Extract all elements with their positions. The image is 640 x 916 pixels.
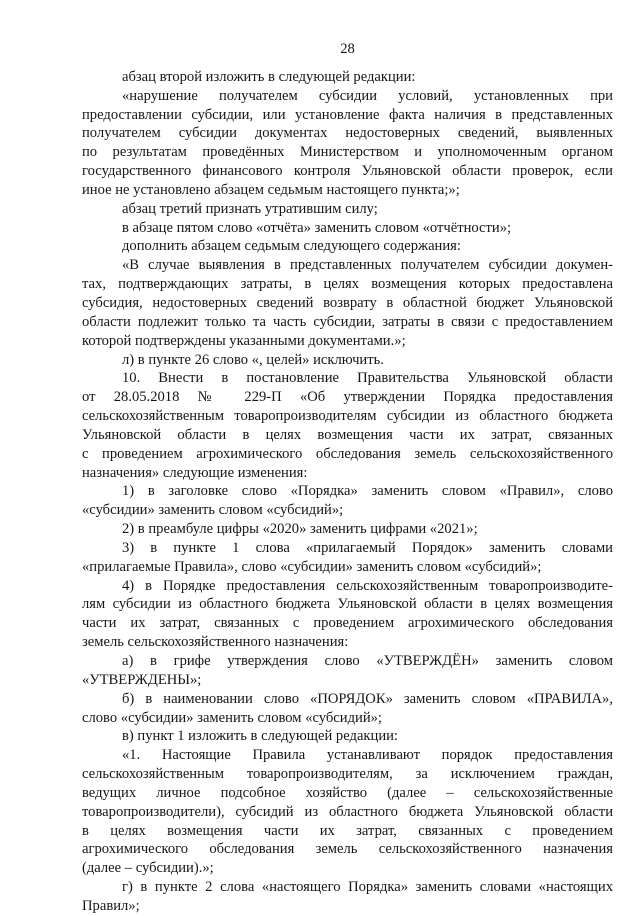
text-line: в абзаце пятом слово «отчёта» заменить словом «отчётности»; bbox=[122, 219, 512, 236]
text-line: иное не установлено абзацем седьмым настоящего пункта;»; bbox=[82, 181, 460, 198]
text-line: 2) в преамбуле цифры «2020» заменить цифрами «2021»; bbox=[122, 521, 478, 538]
text-line: тах, подтверждающих затраты, в целях возмещения которых предоставлена bbox=[82, 276, 613, 293]
text-line: предоставлении субсидии, или установление факта наличия в представленных bbox=[82, 106, 613, 123]
text-line: абзац второй изложить в следующей редакции: bbox=[122, 68, 416, 85]
text-line: Ульяновской области в целях возмещения части их затрат, связанных bbox=[82, 426, 613, 443]
text-line: назначения» следующие изменения: bbox=[82, 464, 308, 481]
text-line: товаропроизводители), субсидий из областного бюджета Ульяновской области bbox=[82, 803, 613, 820]
text-line: государственного финансового контроля Ульяновской области проверок, если bbox=[82, 163, 613, 180]
text-line: земель сельскохозяйственного назначения: bbox=[82, 634, 349, 651]
text-line: л) в пункте 26 слово «, целей» исключить. bbox=[122, 351, 384, 368]
text-line: части их затрат, связанных с проведением агрохимического обследования bbox=[82, 615, 613, 632]
text-line: «нарушение получателем субсидии условий, установленных при bbox=[122, 87, 613, 104]
text-line: ведущих личное подсобное хозяйство (далее – сельскохозяйственные bbox=[82, 784, 613, 801]
text-line: г) в пункте 2 слова «настоящего Порядка» заменить словами «настоящих bbox=[122, 879, 613, 896]
text-line: в) пункт 1 изложить в следующей редакции: bbox=[122, 728, 398, 745]
text-line: с проведением агрохимического обследования земель сельскохозяйственного bbox=[82, 445, 613, 462]
text-line: дополнить абзацем седьмым следующего содержания: bbox=[122, 238, 461, 255]
text-line: субсидия, недостоверных сведений возврату в областной бюджет Ульяновской bbox=[82, 294, 613, 311]
text-line: в целях возмещения части их затрат, связанных с проведением bbox=[82, 822, 613, 839]
text-line: слово «субсидии» заменить словом «субсидий»; bbox=[82, 709, 382, 726]
text-line: 1) в заголовке слово «Порядка» заменить словом «Правил», слово bbox=[122, 483, 613, 500]
text-line: 10. Внести в постановление Правительства Ульяновской области bbox=[122, 370, 613, 387]
text-line: лям субсидии из областного бюджета Ульяновской области в целях возмещения bbox=[82, 596, 613, 613]
text-line: а) в грифе утверждения слово «УТВЕРЖДЁН» заменить словом bbox=[122, 653, 613, 669]
text-line: агрохимического обследования земель сельскохозяйственного назначения bbox=[82, 841, 613, 858]
document-body bbox=[82, 68, 613, 916]
text-line: «прилагаемые Правила», слово «субсидии» заменить словом «субсидий»; bbox=[82, 558, 542, 575]
text-line: б) в наименовании слово «ПОРЯДОК» заменить словом «ПРАВИЛА», bbox=[122, 690, 613, 707]
text-line: (далее – субсидии).»; bbox=[82, 860, 214, 877]
text-line: области подлежит только та часть субсидии, затраты в связи с предоставлением bbox=[82, 313, 613, 330]
text-line: абзац третий признать утратившим силу; bbox=[122, 200, 378, 217]
text-line: Правил»; bbox=[82, 897, 140, 914]
text-line: «УТВЕРЖДЕНЫ»; bbox=[82, 671, 202, 688]
text-line: по результатам проведённых Министерством и уполномоченным органом bbox=[82, 144, 613, 161]
text-line: получателем субсидии документах недостоверных сведений, выявленных bbox=[82, 125, 613, 142]
text-line: 3) в пункте 1 слова «прилагаемый Порядок» заменить словами bbox=[122, 539, 613, 556]
text-line: «В случае выявления в представленных получателем субсидии докумен- bbox=[122, 257, 613, 274]
text-line: 4) в Порядке предоставления сельскохозяйственным товаропроизводите- bbox=[122, 577, 613, 594]
page-number: 28 bbox=[340, 41, 355, 57]
text-line: сельскохозяйственным товаропроизводителям, за исключением граждан, bbox=[82, 766, 613, 783]
text-line: «субсидии» заменить словом «субсидий»; bbox=[82, 502, 344, 519]
text-line: сельскохозяйственным товаропроизводителям субсидии из областного бюджета bbox=[82, 408, 613, 425]
text-line: которой подтверждены указанными документами.»; bbox=[82, 332, 406, 349]
text-line: от 28.05.2018 № 229-П «Об утверждении Порядка предоставления bbox=[82, 389, 613, 406]
text-line: «1. Настоящие Правила устанавливают порядок предоставления bbox=[122, 747, 613, 764]
